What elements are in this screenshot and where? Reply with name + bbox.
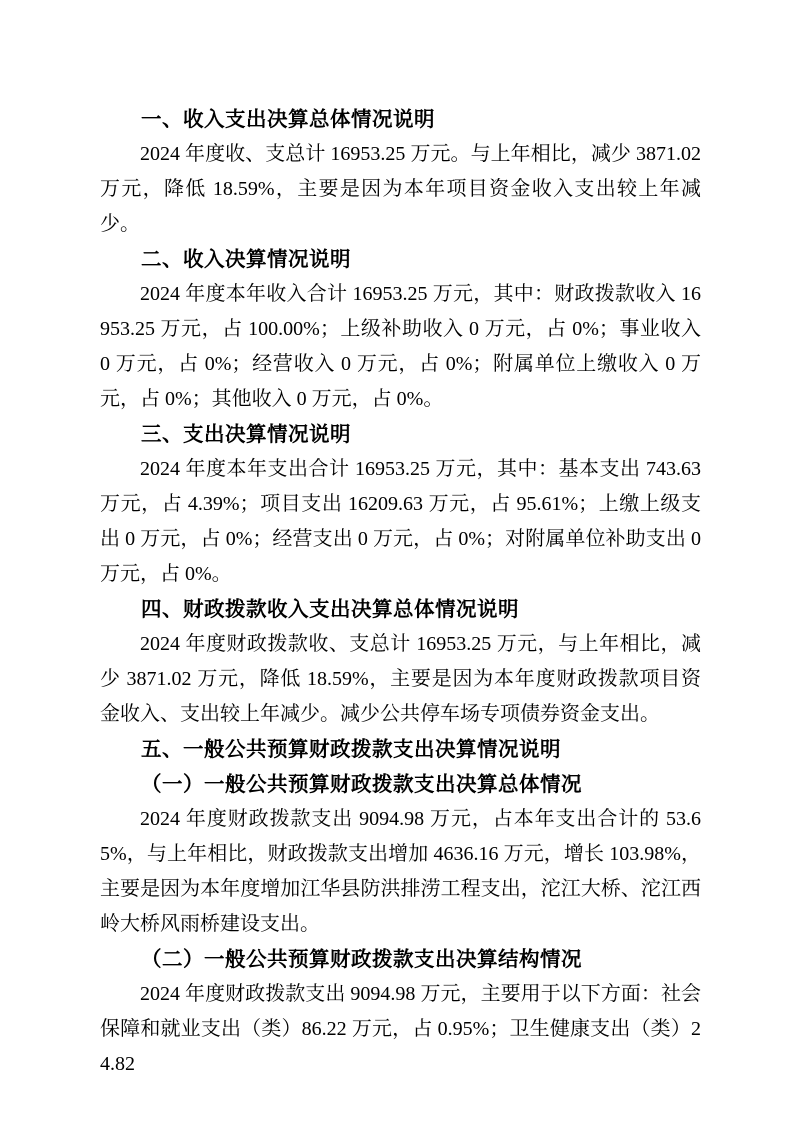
section-income-final-accounts [100, 242, 701, 417]
subsection-heading: （一）一般公共预算财政拨款支出决算总体情况 [141, 773, 582, 796]
section-heading: 一、收入支出决算总体情况说明 [141, 108, 435, 131]
section-heading: 五、一般公共预算财政拨款支出决算情况说明 [141, 738, 561, 761]
subsection-heading: （二）一般公共预算财政拨款支出决算结构情况 [141, 948, 582, 971]
section-heading: 三、支出决算情况说明 [141, 423, 351, 446]
section-expenditure-final-accounts [100, 417, 701, 592]
section-paragraph: 2024 年度财政拨款支出 9094.98 万元，占本年支出合计的 53.65%，与上年相比，财政拨款支出增加 4636.16 万元，增长 103.98%，主要是因为本年度增加江华县防洪排涝工程支出，沱江大桥、沱江西岭大桥风雨桥建设支出。 [100, 808, 701, 935]
document-body [100, 102, 701, 1082]
section-heading: 二、收入决算情况说明 [141, 248, 351, 271]
section-paragraph: 2024 年度收、支总计 16953.25 万元。与上年相比，减少 3871.02 万元，降低 18.59%，主要是因为本年项目资金收入支出较上年减少。 [100, 143, 701, 235]
section-fiscal-appropriation-overall [100, 592, 701, 732]
subsection-expenditure-overall-situation [100, 767, 701, 942]
section-paragraph: 2024 年度本年支出合计 16953.25 万元，其中：基本支出 743.63 万元，占 4.39%；项目支出 16209.63 万元，占 95.61%；上缴上级支出 0 万元，占 0%；经营支出 0 万元，占 0%；对附属单位补助支出 0 万元，占 0%。 [100, 458, 701, 585]
section-income-expenditure-overall [100, 102, 701, 242]
section-paragraph: 2024 年度本年收入合计 16953.25 万元，其中：财政拨款收入 16953.25 万元，占 100.00%；上级补助收入 0 万元，占 0%；事业收入 0 万元，占 0%；经营收入 0 万元，占 0%；附属单位上缴收入 0 万元，占 0%；其他收入 0 万元，占 0%。 [100, 283, 701, 410]
section-paragraph: 2024 年度财政拨款收、支总计 16953.25 万元，与上年相比，减少 3871.02 万元，降低 18.59%，主要是因为本年度财政拨款项目资金收入、支出较上年减少。减少公共停车场专项债券资金支出。 [100, 633, 701, 725]
section-paragraph: 2024 年度财政拨款支出 9094.98 万元，主要用于以下方面：社会保障和就业支出（类）86.22 万元，占 0.95%；卫生健康支出（类）24.82 [100, 983, 701, 1075]
subsection-expenditure-structure-situation [100, 942, 701, 1082]
section-general-public-budget-expenditure [100, 732, 701, 767]
section-heading: 四、财政拨款收入支出决算总体情况说明 [141, 598, 519, 621]
